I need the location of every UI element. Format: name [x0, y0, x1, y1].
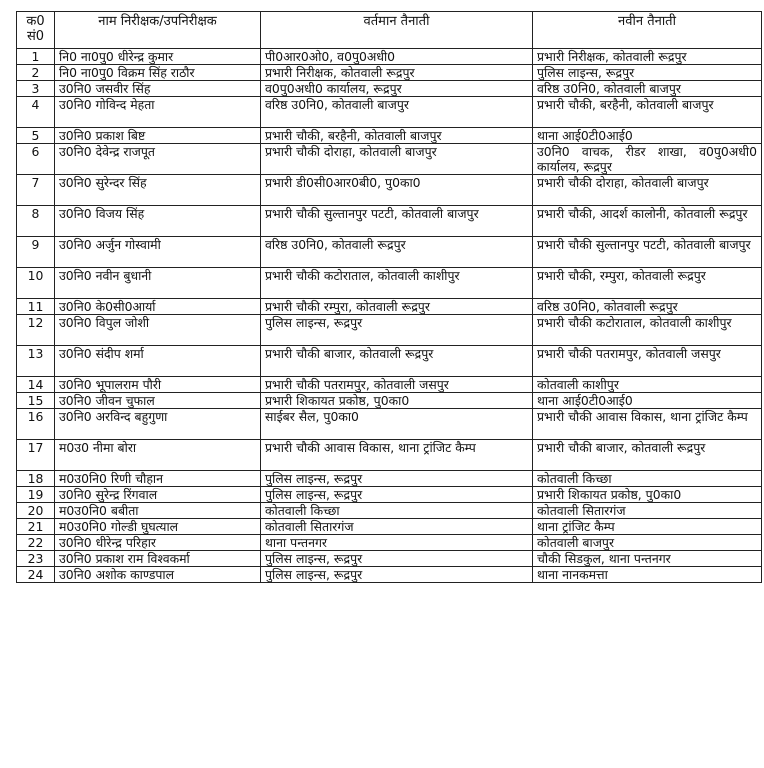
officer-name-cell: उ0नि0 विपुल जोशी: [55, 315, 261, 346]
table-row: [17, 440, 762, 471]
current-posting-cell: प्रभारी चौकी पतरामपुर, कोतवाली जसपुर: [261, 377, 533, 393]
current-posting-cell: प्रभारी शिकायत प्रकोष्ठ, पु0का0: [261, 393, 533, 409]
officer-name-cell: उ0नि0 सुरेन्द्र रिंगवाल: [55, 487, 261, 503]
officer-name-cell: उ0नि0 संदीप शर्मा: [55, 346, 261, 377]
serial-cell: 9: [17, 237, 55, 268]
serial-cell: 20: [17, 503, 55, 519]
current-posting-cell: साईबर सैल, पु0का0: [261, 409, 533, 440]
table-row: [17, 175, 762, 206]
table-row: [17, 144, 762, 175]
serial-cell: 18: [17, 471, 55, 487]
table-row: [17, 315, 762, 346]
officer-name-cell: नि0 ना0पु0 धीरेन्द्र कुमार: [55, 49, 261, 65]
header-serial-line1: क0: [26, 14, 45, 29]
new-posting-cell: प्रभारी चौकी, आदर्श कालोनी, कोतवाली रूद्रपुर: [533, 206, 762, 237]
new-posting-cell: प्रभारी निरीक्षक, कोतवाली रूद्रपुर: [533, 49, 762, 65]
current-posting-cell: प्रभारी चौकी दोराहा, कोतवाली बाजपुर: [261, 144, 533, 175]
table-row: [17, 551, 762, 567]
current-posting-cell: वरिष्ठ उ0नि0, कोतवाली बाजपुर: [261, 97, 533, 128]
table-row: [17, 535, 762, 551]
new-posting-cell: वरिष्ठ उ0नि0, कोतवाली बाजपुर: [533, 81, 762, 97]
table-row: [17, 49, 762, 65]
table-row: [17, 567, 762, 583]
officer-name-cell: उ0नि0 सुरेन्दर सिंह: [55, 175, 261, 206]
new-posting-cell: प्रभारी शिकायत प्रकोष्ठ, पु0का0: [533, 487, 762, 503]
new-posting-cell: कोतवाली किच्छा: [533, 471, 762, 487]
table-row: [17, 206, 762, 237]
new-posting-cell: थाना नानकमत्ता: [533, 567, 762, 583]
header-row: [17, 12, 762, 49]
serial-cell: 13: [17, 346, 55, 377]
officer-name-cell: उ0नि0 अर्जुन गोस्वामी: [55, 237, 261, 268]
serial-cell: 8: [17, 206, 55, 237]
current-posting-cell: कोतवाली सितारगंज: [261, 519, 533, 535]
new-posting-cell: प्रभारी चौकी कटोराताल, कोतवाली काशीपुर: [533, 315, 762, 346]
current-posting-cell: पुलिस लाइन्स, रूद्रपुर: [261, 487, 533, 503]
serial-cell: 17: [17, 440, 55, 471]
serial-cell: 1: [17, 49, 55, 65]
table-row: [17, 377, 762, 393]
current-posting-cell: पुलिस लाइन्स, रूद्रपुर: [261, 315, 533, 346]
officer-name-cell: उ0नि0 देवेन्द्र राजपूत: [55, 144, 261, 175]
current-posting-cell: प्रभारी चौकी आवास विकास, थाना ट्रांजिट कैम्प: [261, 440, 533, 471]
officer-name-cell: म0उ0नि0 बबीता: [55, 503, 261, 519]
officer-name-cell: उ0नि0 धीरेन्द्र परिहार: [55, 535, 261, 551]
new-posting-cell: प्रभारी चौकी, रम्पुरा, कोतवाली रूद्रपुर: [533, 268, 762, 299]
officer-name-cell: उ0नि0 के0सी0आर्या: [55, 299, 261, 315]
current-posting-cell: पुलिस लाइन्स, रूद्रपुर: [261, 567, 533, 583]
serial-cell: 21: [17, 519, 55, 535]
officer-name-cell: उ0नि0 प्रकाश राम विश्वकर्मा: [55, 551, 261, 567]
new-posting-cell: प्रभारी चौकी पतरामपुर, कोतवाली जसपुर: [533, 346, 762, 377]
table-row: [17, 519, 762, 535]
current-posting-cell: पी0आर0ओ0, व0पु0अधी0: [261, 49, 533, 65]
header-new-posting: नवीन तैनाती: [533, 12, 762, 49]
current-posting-cell: थाना पन्तनगर: [261, 535, 533, 551]
table-row: [17, 268, 762, 299]
serial-cell: 23: [17, 551, 55, 567]
serial-cell: 7: [17, 175, 55, 206]
current-posting-cell: पुलिस लाइन्स, रूद्रपुर: [261, 471, 533, 487]
new-posting-cell: कोतवाली काशीपुर: [533, 377, 762, 393]
new-posting-cell: पुलिस लाइन्स, रूद्रपुर: [533, 65, 762, 81]
new-posting-cell: कोतवाली सितारगंज: [533, 503, 762, 519]
table-row: [17, 81, 762, 97]
table-row: [17, 65, 762, 81]
header-current-posting: वर्तमान तैनाती: [261, 12, 533, 49]
current-posting-cell: प्रभारी चौकी सुल्तानपुर पटटी, कोतवाली बाजपुर: [261, 206, 533, 237]
officer-name-cell: उ0नि0 अरविन्द बहुगुणा: [55, 409, 261, 440]
current-posting-cell: व0पु0अधी0 कार्यालय, रूद्रपुर: [261, 81, 533, 97]
table-row: [17, 299, 762, 315]
serial-cell: 22: [17, 535, 55, 551]
serial-cell: 11: [17, 299, 55, 315]
new-posting-cell: थाना आई0टी0आई0: [533, 128, 762, 144]
serial-cell: 15: [17, 393, 55, 409]
officer-name-cell: उ0नि0 जसवीर सिंह: [55, 81, 261, 97]
officer-name-cell: नि0 ना0पु0 विक्रम सिंह राठौर: [55, 65, 261, 81]
new-posting-cell: उ0नि0 वाचक, रीडर शाखा, व0पु0अधी0 कार्यालय, रूद्रपुर: [533, 144, 762, 175]
new-posting-cell: प्रभारी चौकी सुल्तानपुर पटटी, कोतवाली बाजपुर: [533, 237, 762, 268]
officer-name-cell: म0उ0नि0 गोल्डी घुघत्याल: [55, 519, 261, 535]
officer-name-cell: उ0नि0 विजय सिंह: [55, 206, 261, 237]
officer-name-cell: उ0नि0 अशोक काण्डपाल: [55, 567, 261, 583]
serial-cell: 4: [17, 97, 55, 128]
header-serial-line2: सं0: [26, 29, 45, 44]
officer-name-cell: उ0नि0 जीवन चुफाल: [55, 393, 261, 409]
officer-name-cell: उ0नि0 नवीन बुधानी: [55, 268, 261, 299]
serial-cell: 24: [17, 567, 55, 583]
current-posting-cell: प्रभारी चौकी कटोराताल, कोतवाली काशीपुर: [261, 268, 533, 299]
table-row: [17, 471, 762, 487]
table-row: [17, 128, 762, 144]
new-posting-cell: प्रभारी चौकी, बरहैनी, कोतवाली बाजपुर: [533, 97, 762, 128]
current-posting-cell: प्रभारी चौकी, बरहैनी, कोतवाली बाजपुर: [261, 128, 533, 144]
serial-cell: 16: [17, 409, 55, 440]
new-posting-cell: थाना ट्रांजिट कैम्प: [533, 519, 762, 535]
current-posting-cell: प्रभारी चौकी बाजार, कोतवाली रूद्रपुर: [261, 346, 533, 377]
serial-cell: 2: [17, 65, 55, 81]
new-posting-cell: चौकी सिडकुल, थाना पन्तनगर: [533, 551, 762, 567]
header-serial: [17, 12, 55, 49]
officer-name-cell: म0उ0 नीमा बोरा: [55, 440, 261, 471]
new-posting-cell: थाना आई0टी0आई0: [533, 393, 762, 409]
officer-name-cell: उ0नि0 गोविन्द मेहता: [55, 97, 261, 128]
table-row: [17, 237, 762, 268]
current-posting-cell: प्रभारी चौकी रम्पुरा, कोतवाली रूद्रपुर: [261, 299, 533, 315]
new-posting-cell: प्रभारी चौकी दोराहा, कोतवाली बाजपुर: [533, 175, 762, 206]
table-row: [17, 393, 762, 409]
table-row: [17, 409, 762, 440]
new-posting-cell: प्रभारी चौकी आवास विकास, थाना ट्रांजिट कैम्प: [533, 409, 762, 440]
serial-cell: 14: [17, 377, 55, 393]
officer-name-cell: उ0नि0 प्रकाश बिष्ट: [55, 128, 261, 144]
header-name: नाम निरीक्षक/उपनिरीक्षक: [55, 12, 261, 49]
serial-cell: 3: [17, 81, 55, 97]
current-posting-cell: प्रभारी डी0सी0आर0बी0, पु0का0: [261, 175, 533, 206]
transfer-list-page: [16, 11, 761, 583]
current-posting-cell: पुलिस लाइन्स, रूद्रपुर: [261, 551, 533, 567]
table-row: [17, 487, 762, 503]
current-posting-cell: वरिष्ठ उ0नि0, कोतवाली रूद्रपुर: [261, 237, 533, 268]
current-posting-cell: प्रभारी निरीक्षक, कोतवाली रूद्रपुर: [261, 65, 533, 81]
officer-name-cell: उ0नि0 भूपालराम पौरी: [55, 377, 261, 393]
new-posting-cell: वरिष्ठ उ0नि0, कोतवाली रूद्रपुर: [533, 299, 762, 315]
new-posting-cell: प्रभारी चौकी बाजार, कोतवाली रूद्रपुर: [533, 440, 762, 471]
new-posting-cell: कोतवाली बाजपुर: [533, 535, 762, 551]
serial-cell: 6: [17, 144, 55, 175]
current-posting-cell: कोतवाली किच्छा: [261, 503, 533, 519]
table-row: [17, 346, 762, 377]
serial-cell: 12: [17, 315, 55, 346]
table-row: [17, 503, 762, 519]
transfer-table: [16, 11, 762, 583]
serial-cell: 19: [17, 487, 55, 503]
table-row: [17, 97, 762, 128]
officer-name-cell: म0उ0नि0 रिणी चौहान: [55, 471, 261, 487]
serial-cell: 10: [17, 268, 55, 299]
serial-cell: 5: [17, 128, 55, 144]
